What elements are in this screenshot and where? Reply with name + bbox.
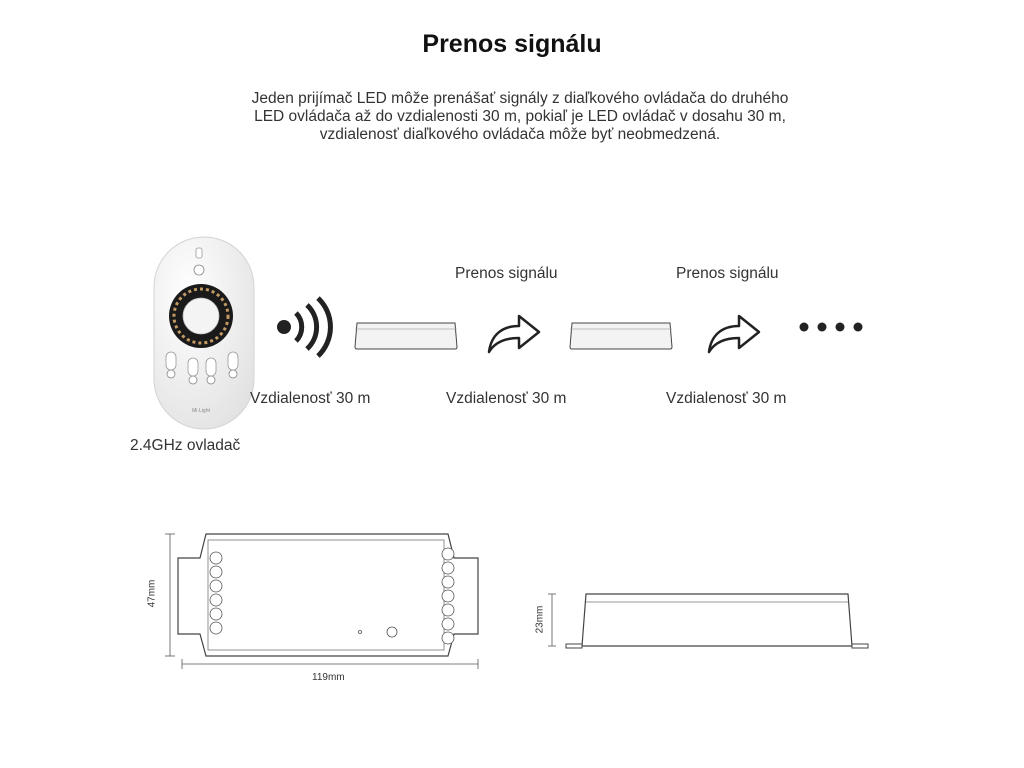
led-controller-box-1	[353, 321, 459, 351]
transfer-label-2: Prenos signálu	[676, 265, 779, 282]
page-title: Prenos signálu	[422, 30, 602, 58]
distance-label-3: Vzdialenosť 30 m	[666, 390, 787, 407]
wireless-signal-icon	[276, 296, 328, 358]
distance-label-2: Vzdialenosť 30 m	[446, 390, 567, 407]
description-line-3: vzdialenosť diaľkového ovládača môže byť neobmedzená.	[319, 126, 721, 143]
remote-brand-logo: Mi·Light	[192, 408, 210, 414]
description	[190, 90, 850, 144]
width-dimension-label: 119mm	[312, 672, 345, 683]
led-controller-box-2	[568, 321, 674, 351]
remote-control-image	[150, 234, 260, 434]
controller-top-view-drawing	[160, 520, 500, 695]
transfer-label-1: Prenos signálu	[455, 265, 558, 282]
remote-caption: 2.4GHz ovladač	[130, 437, 241, 454]
continuation-dots-icon	[798, 320, 868, 334]
description-line-2: LED ovládača až do vzdialenosti 30 m, pokiaľ je LED ovládač v dosahu 30 m,	[254, 108, 786, 125]
height-dimension-label: 47mm	[146, 579, 158, 608]
distance-label-1: Vzdialenosť 30 m	[250, 390, 371, 407]
description-line-1: Jeden prijímač LED môže prenášať signály z diaľkového ovládača do druhého	[251, 90, 789, 107]
forward-arrow-icon-2	[705, 308, 763, 356]
forward-arrow-icon-1	[485, 308, 543, 356]
depth-dimension-label: 23mm	[534, 605, 546, 634]
controller-side-view-drawing	[548, 586, 878, 661]
